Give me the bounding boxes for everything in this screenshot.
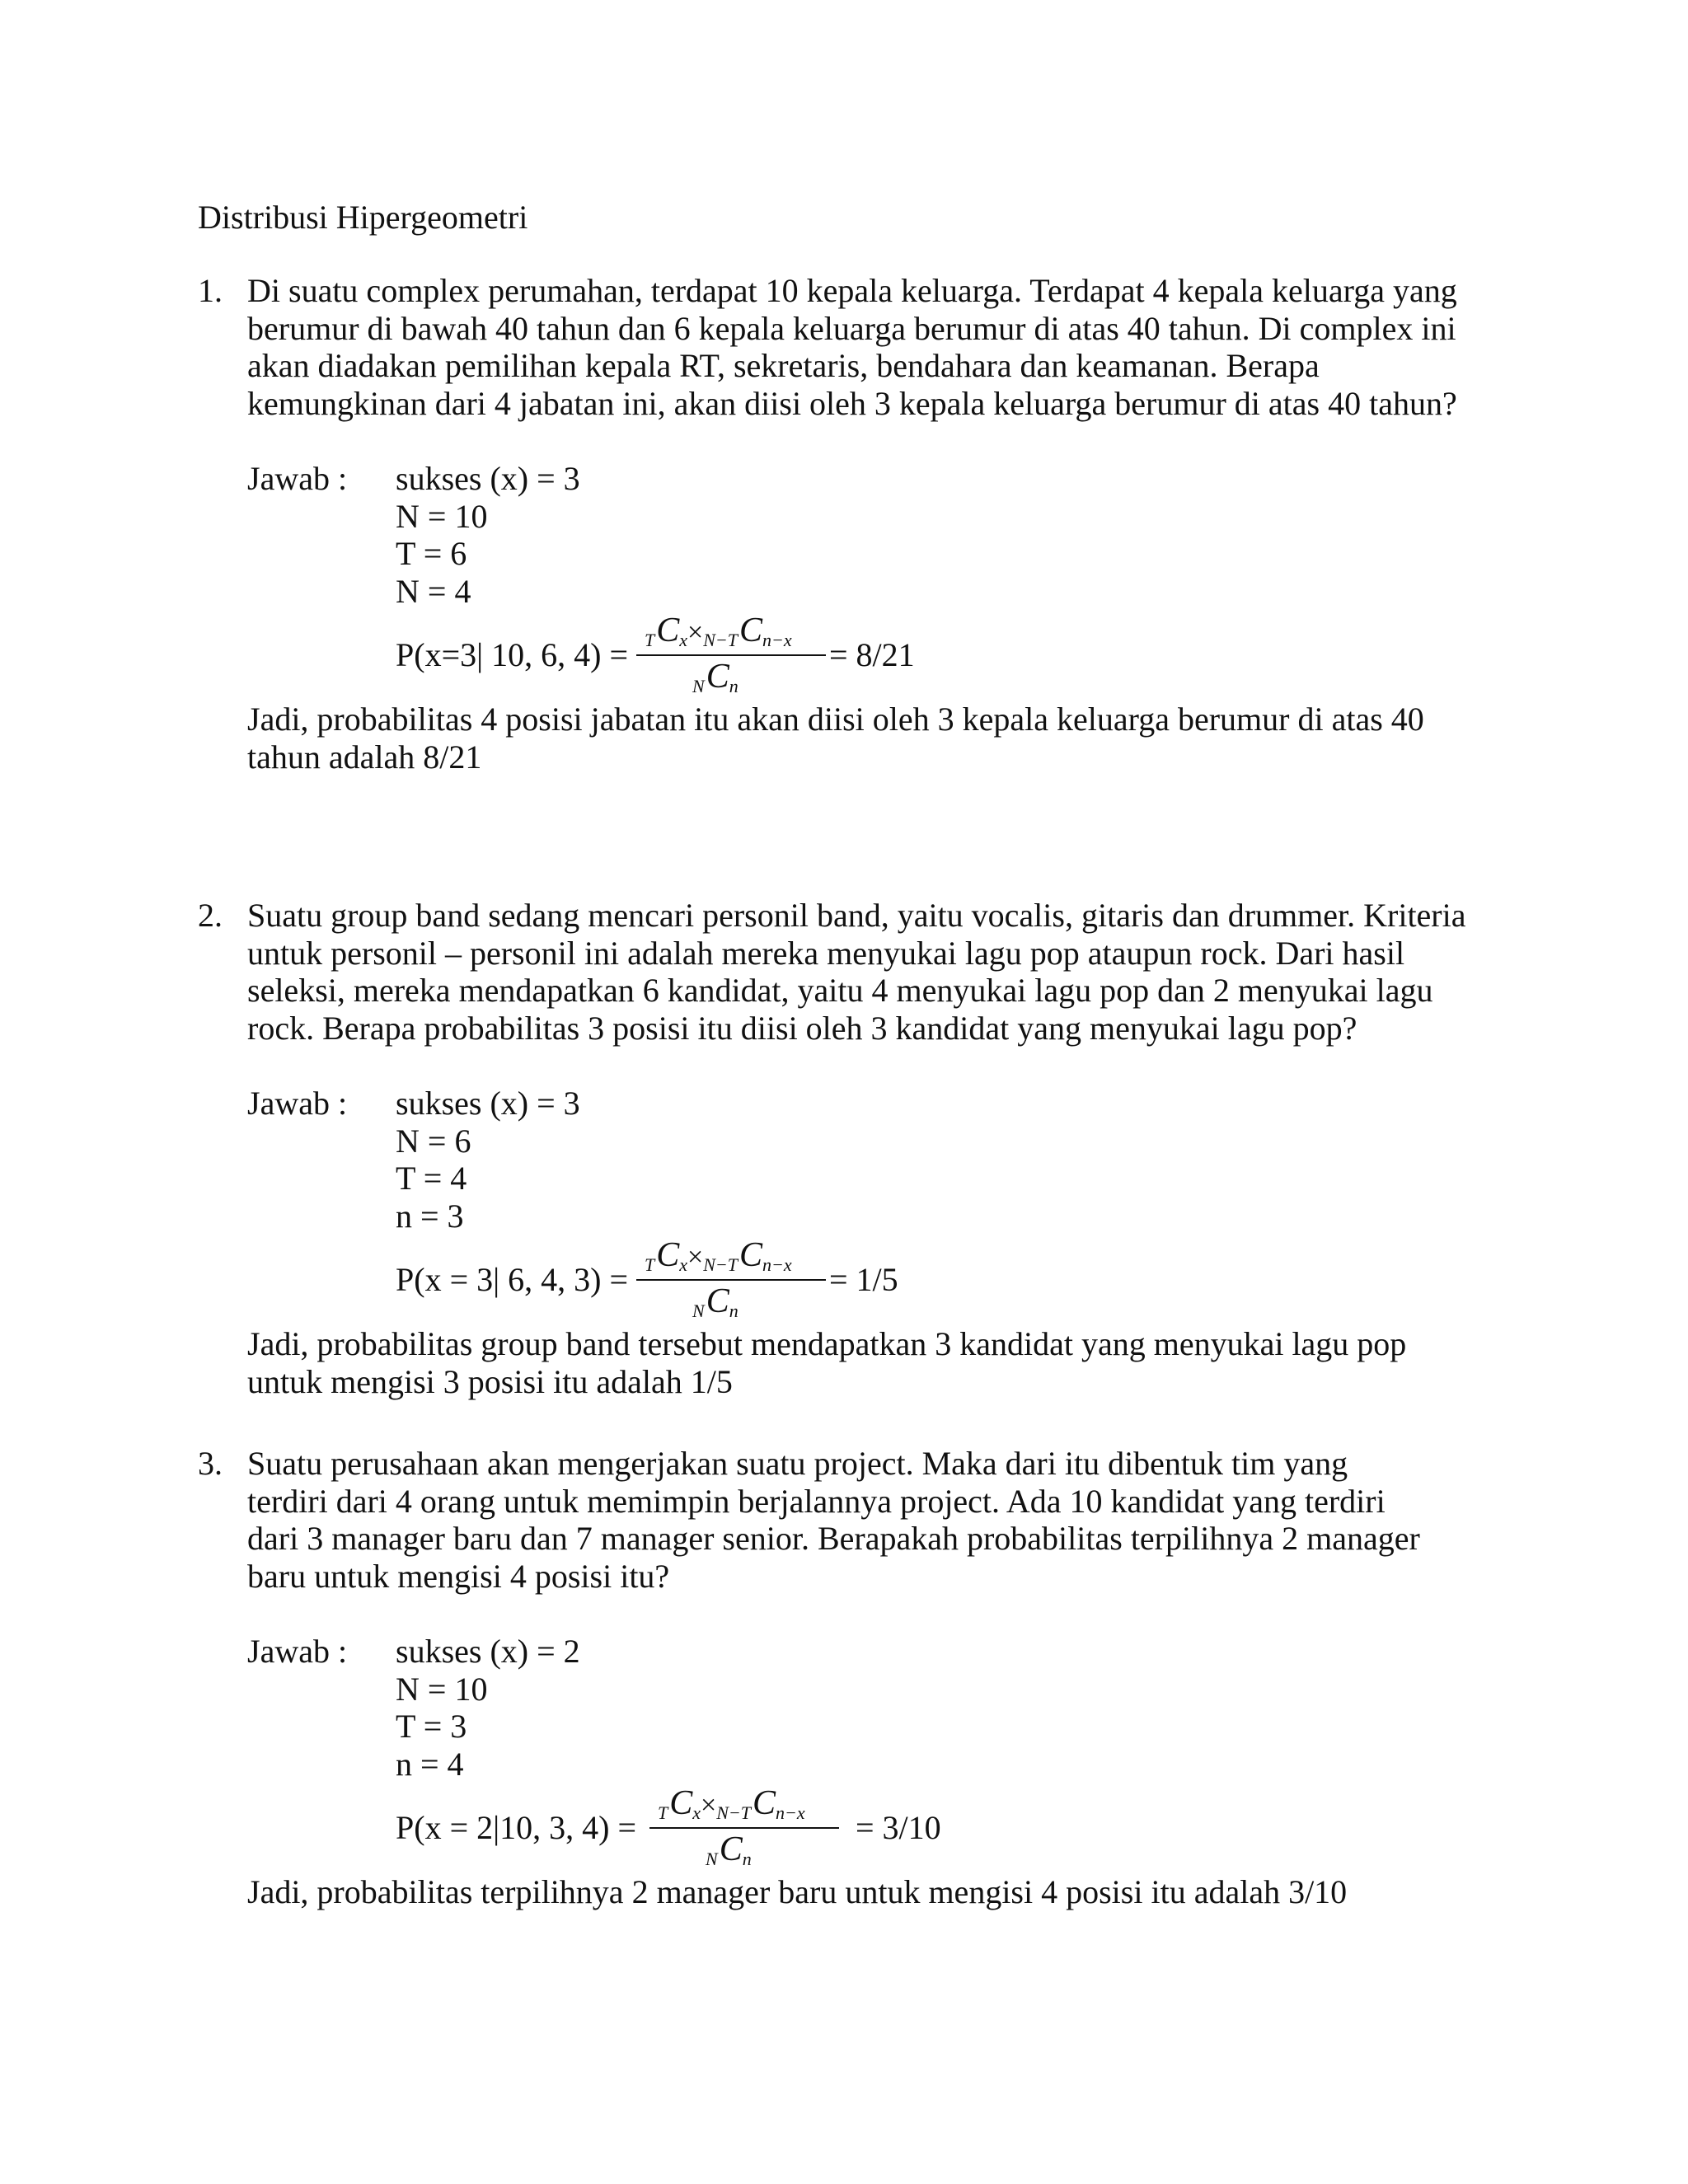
- question-2: [198, 897, 1484, 1047]
- question-text: Di suatu complex perumahan, terdapat 10 kepala keluarga. Terdapat 4 kepala keluarga yang berumur di bawah 40 tahun dan 6 kepala keluarga berumur di atas 40 tahun. Di complex ini akan diadakan pemilihan kepala RT, sekretaris, bendahara dan keamanan. Berapa kemungkinan dari 4 jabatan ini, akan diisi oleh 3 kepala keluarga berumur di atas 40 tahun?: [247, 272, 1457, 422]
- fraction-denominator: $NC_n$: [706, 1830, 752, 1869]
- given-line: N = 4: [396, 572, 471, 610]
- formula-lhs: P(x = 3| 6, 4, 3) =: [396, 1261, 629, 1298]
- question-number: 1.: [198, 272, 223, 309]
- conclusion-1: Jadi, probabilitas 4 posisi jabatan itu akan diisi oleh 3 kepala keluarga berumur di atas 40 tahun adalah 8/21: [247, 701, 1424, 776]
- given-line: N = 10: [396, 497, 488, 535]
- given-line: N = 6: [396, 1122, 471, 1160]
- answer-label: Jawab :: [247, 1085, 348, 1122]
- given-line: N = 10: [396, 1670, 488, 1708]
- given-values: [396, 1633, 1517, 1783]
- document-title: Distribusi Hipergeometri: [198, 199, 528, 236]
- given-line: sukses (x) = 2: [396, 1633, 580, 1670]
- given-line: sukses (x) = 3: [396, 1085, 580, 1122]
- question-number: 3.: [198, 1445, 223, 1482]
- fraction: [636, 1235, 826, 1325]
- fraction-numerator: $TC_x\times N-TC_{n-x}$: [645, 612, 792, 650]
- fraction: [649, 1783, 839, 1873]
- problem-3: [198, 1445, 1517, 1911]
- fraction-denominator: $NC_n$: [692, 1282, 738, 1321]
- given-line: sukses (x) = 3: [396, 460, 580, 497]
- answer-label: Jawab :: [247, 1633, 348, 1670]
- question-text: Suatu group band sedang mencari personil band, yaitu vocalis, gitaris dan drummer. Kriteria untuk personil – personil ini adalah mereka menyukai lagu pop ataupun rock. Dari hasil seleksi, mereka mendapatkan 6 kandidat, yaitu 4 menyukai lagu pop dan 2 menyukai lagu rock. Berapa probabilitas 3 posisi itu diisi oleh 3 kandidat yang menyukai lagu pop?: [247, 897, 1466, 1047]
- given-line: T = 3: [396, 1708, 467, 1745]
- problem-2: [198, 897, 1517, 1400]
- question-3: [198, 1445, 1434, 1595]
- formula-lhs: P(x=3| 10, 6, 4) =: [396, 636, 629, 673]
- fraction-numerator: $TC_x\times N-TC_{n-x}$: [658, 1784, 805, 1823]
- question-1: [198, 272, 1492, 422]
- conclusion-2: Jadi, probabilitas group band tersebut mendapatkan 3 kandidat yang menyukai lagu pop untuk mengisi 3 posisi itu adalah 1/5: [247, 1325, 1407, 1400]
- answer-label: Jawab :: [247, 460, 348, 497]
- given-line: n = 3: [396, 1197, 464, 1235]
- formula-2: [396, 1235, 1517, 1325]
- given-line: T = 6: [396, 535, 467, 572]
- given-line: n = 4: [396, 1745, 464, 1783]
- formula-result: = 3/10: [856, 1809, 941, 1846]
- question-text: Suatu perusahaan akan mengerjakan suatu project. Maka dari itu dibentuk tim yang terdiri dari 4 orang untuk memimpin berjalannya project. Ada 10 kandidat yang terdiri dari 3 manager baru dan 7 manager senior. Berapakah probabilitas terpilihnya 2 manager baru untuk mengisi 4 posisi itu?: [247, 1445, 1420, 1595]
- fraction-numerator: $TC_x\times N-TC_{n-x}$: [645, 1236, 792, 1275]
- fraction-bar: [636, 654, 826, 656]
- question-number: 2.: [198, 897, 223, 934]
- given-line: T = 4: [396, 1160, 467, 1197]
- answer-1: [247, 460, 1517, 701]
- formula-lhs: P(x = 2|10, 3, 4) =: [396, 1809, 637, 1846]
- formula-3: [396, 1783, 1517, 1873]
- fraction-bar: [636, 1279, 826, 1281]
- conclusion-3: Jadi, probabilitas terpilihnya 2 manager baru untuk mengisi 4 posisi itu adalah 3/10: [247, 1873, 1348, 1910]
- problem-1: [198, 272, 1517, 776]
- fraction-bar: [649, 1827, 839, 1829]
- given-values: [396, 1085, 1517, 1235]
- formula-1: [396, 610, 1517, 701]
- answer-3: [247, 1633, 1517, 1873]
- fraction: [636, 610, 826, 701]
- answer-2: [247, 1085, 1517, 1325]
- formula-result: = 1/5: [829, 1261, 898, 1298]
- given-values: [396, 460, 1517, 610]
- formula-result: = 8/21: [829, 636, 915, 673]
- fraction-denominator: $NC_n$: [692, 658, 738, 696]
